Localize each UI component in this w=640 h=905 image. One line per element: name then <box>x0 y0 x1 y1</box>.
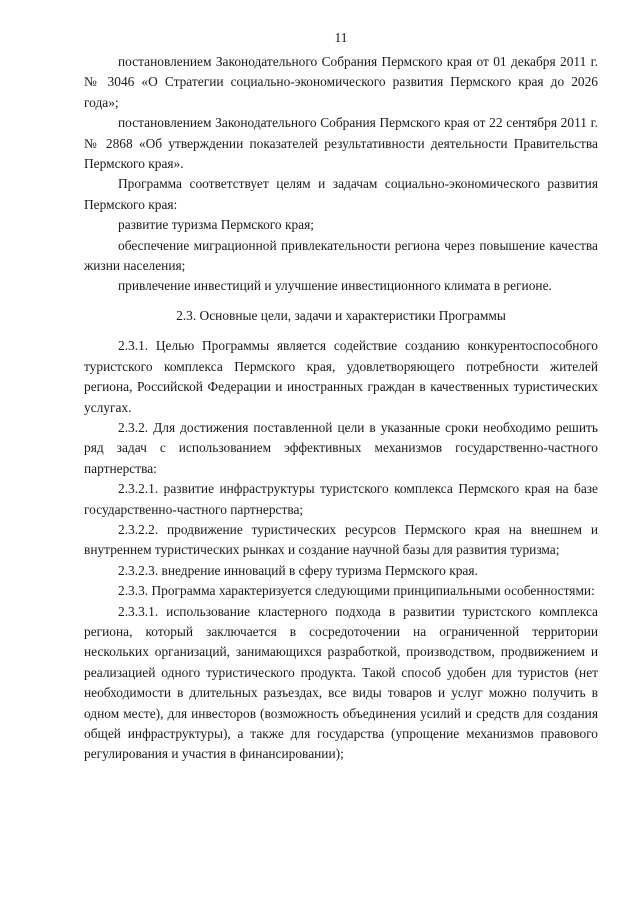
paragraph-2-3-3-1: 2.3.3.1. использование кластерного подхода в развитии туристского комплекса региона, который заключается в сосредоточении на ограниченной территории нескольких организаций, занимающихся разработкой, производством, продвижением и реализацией одного туристического продукта. Такой способ удобен для туристов (нет необходимости в длительных разъездах, все виды товаров и услуг можно получить в одном месте), для инвесторов (возможность объединения усилий и средств для создания общей инфраструктуры), а также для государства (упрощение механизмов правового регулирования и участия в финансировании); <box>84 603 598 762</box>
paragraph-program-goals-intro: Программа соответствует целям и задачам социально-экономического развития Пермского края: <box>84 176 598 212</box>
paragraph-2-3-2-3: 2.3.2.3. внедрение инноваций в сферу туризма Пермского края. <box>118 562 478 578</box>
list-item-investment-climate: привлечение инвестиций и улучшение инвестиционного климата в регионе. <box>118 278 552 294</box>
paragraph-2-3-3: 2.3.3. Программа характеризуется следующими принципиальными особенностями: <box>118 583 595 599</box>
list-item-migration-attractiveness: обеспечение миграционной привлекательности региона через повышение качества жизни населения; <box>84 237 598 274</box>
page-number: 11 <box>334 30 348 45</box>
list-item-tourism-development: развитие туризма Пермского края; <box>118 217 315 233</box>
document-page <box>84 28 598 765</box>
paragraph-2-3-2-2: 2.3.2.2. продвижение туристических ресурсов Пермского края на внешнем и внутреннем туристических рынках и создание научной базы для развития туризма; <box>84 521 598 558</box>
paragraph-2-3-2-1: 2.3.2.1. развитие инфраструктуры туристского комплекса Пермского края на базе государственно-частного партнерства; <box>84 481 598 517</box>
paragraph-decree-2868: постановлением Законодательного Собрания Пермского края от 22 сентября 2011 г. № 2868 «Об утверждении показателей результативности деятельности Правительства Пермского края». <box>84 115 598 172</box>
paragraph-2-3-1: 2.3.1. Целью Программы является содействие созданию конкурентоспособного туристского комплекса Пермского края, удовлетворяющего потребности жителей региона, Российской Федерации и иностранных граждан в качественных туристических услугах. <box>84 338 598 415</box>
section-heading: 2.3. Основные цели, задачи и характеристики Программы <box>176 307 506 323</box>
paragraph-decree-3046: постановлением Законодательного Собрания Пермского края от 01 декабря 2011 г. № 3046 «О Стратегии социально-экономического развития Пермского края до 2026 года»; <box>84 54 598 110</box>
paragraph-2-3-2: 2.3.2. Для достижения поставленной цели в указанные сроки необходимо решить ряд задач с использованием эффективных механизмов государственно-частного партнерства: <box>84 419 598 476</box>
